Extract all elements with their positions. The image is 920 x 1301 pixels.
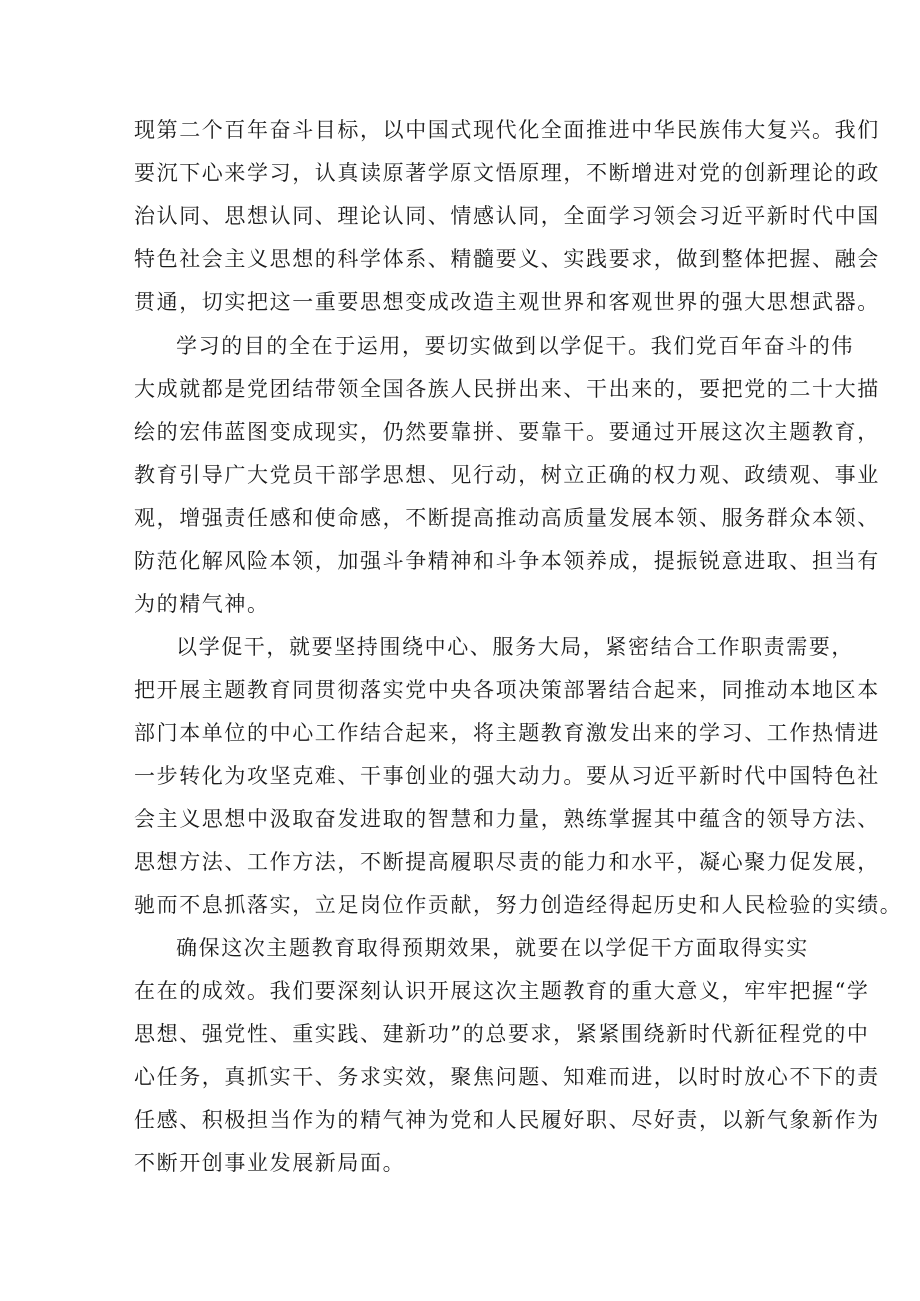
paragraph-1-line-1: 现第二个百年奋斗目标，以中国式现代化全面推进中华民族伟大复兴。我们	[134, 118, 880, 142]
paragraph-2-line-5: 观，增强责任感和使命感，不断提高推动高质量发展本领、服务群众本领、	[134, 506, 880, 530]
paragraph-3-line-6: 思想方法、工作方法，不断提高履职尽责的能力和水平，凝心聚力促发展，	[134, 850, 880, 874]
paragraph-3-line-2: 把开展主题教育同贯彻落实党中央各项决策部署结合起来，同推动本地区本	[134, 678, 880, 702]
paragraph-4-line-1: 确保这次主题教育取得预期效果，就要在以学促干方面取得实实	[176, 936, 809, 960]
paragraph-4-line-2: 在在的成效。我们要深刻认识开展这次主题教育的重大意义，牢牢把握“学	[134, 979, 870, 1003]
paragraph-4-line-6: 不断开创事业发展新局面。	[134, 1151, 406, 1175]
paragraph-2-line-7: 为的精气神。	[134, 592, 270, 616]
paragraph-4-line-3: 思想、强党性、重实践、建新功”的总要求，紧紧围绕新时代新征程党的中	[134, 1022, 870, 1046]
paragraph-1-line-5: 贯通，切实把这一重要思想变成改造主观世界和客观世界的强大思想武器。	[134, 290, 880, 314]
paragraph-1-line-4: 特色社会主义思想的科学体系、精髓要义、实践要求，做到整体把握、融会	[134, 247, 880, 271]
paragraph-2-line-1: 学习的目的全在于运用，要切实做到以学促干。我们党百年奋斗的伟	[176, 334, 854, 358]
paragraph-1-line-2: 要沉下心来学习，认真读原著学原文悟原理，不断增进对党的创新理论的政	[134, 161, 880, 185]
paragraph-2-line-2: 大成就都是党团结带领全国各族人民拼出来、干出来的，要把党的二十大描	[134, 377, 880, 401]
paragraph-4-line-5: 任感、积极担当作为的精气神为党和人民履好职、尽好责，以新气象新作为	[134, 1108, 880, 1132]
paragraph-3-line-3: 部门本单位的中心工作结合起来，将主题教育激发出来的学习、工作热情进	[134, 721, 880, 745]
paragraph-3-line-1: 以学促干，就要坚持围绕中心、服务大局，紧密结合工作职责需要，	[176, 635, 854, 659]
paragraph-1-line-3: 治认同、思想认同、理论认同、情感认同，全面学习领会习近平新时代中国	[134, 204, 880, 228]
paragraph-4-line-4: 心任务，真抓实干、务求实效，聚焦问题、知难而进，以时时放心不下的责	[134, 1065, 880, 1089]
paragraph-3-line-5: 会主义思想中汲取奋发进取的智慧和力量，熟练掌握其中蕴含的领导方法、	[134, 807, 880, 831]
paragraph-2-line-4: 教育引导广大党员干部学思想、见行动，树立正确的权力观、政绩观、事业	[134, 463, 880, 487]
paragraph-3-line-7: 驰而不息抓落实，立足岗位作贡献，努力创造经得起历史和人民检验的实绩。	[134, 893, 903, 917]
paragraph-2-line-6: 防范化解风险本领，加强斗争精神和斗争本领养成，提振锐意进取、担当有	[134, 549, 880, 573]
paragraph-2-line-3: 绘的宏伟蓝图变成现实，仍然要靠拼、要靠干。要通过开展这次主题教育，	[134, 420, 880, 444]
paragraph-3-line-4: 一步转化为攻坚克难、干事创业的强大动力。要从习近平新时代中国特色社	[134, 764, 880, 788]
